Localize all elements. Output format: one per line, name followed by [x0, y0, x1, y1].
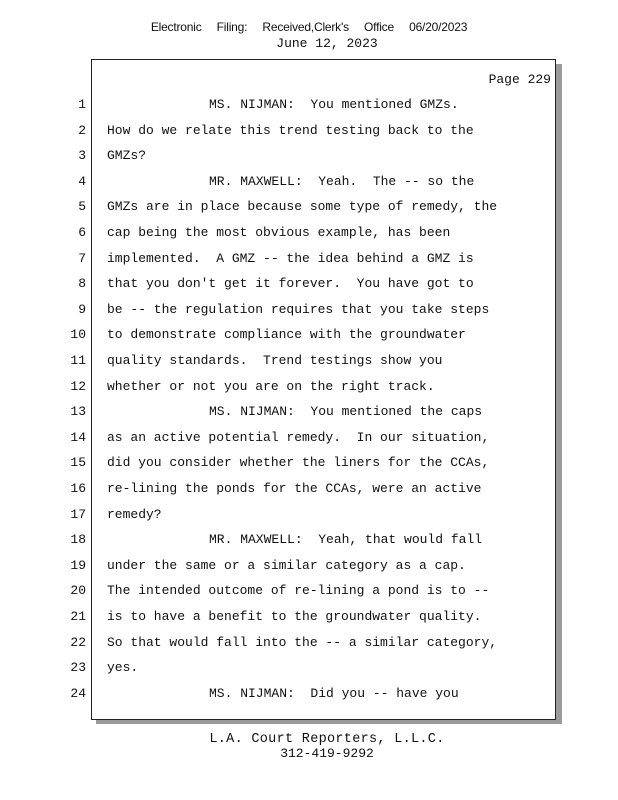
stamp-part: Office: [364, 20, 394, 34]
line-number: 14: [70, 429, 86, 445]
filing-stamp: [0, 20, 618, 34]
line-number: 24: [70, 685, 86, 701]
transcript-line: cap being the most obvious example, has been: [107, 225, 451, 240]
line-number: 7: [78, 250, 86, 266]
transcript-date: June 12, 2023: [276, 36, 378, 51]
transcript-line: The intended outcome of re-lining a pond is to --: [107, 583, 490, 599]
reporter-phone: 312-419-9292: [280, 746, 374, 761]
transcript-line: quality standards. Trend testings show you: [107, 353, 443, 368]
line-number: 3: [78, 148, 86, 164]
line-number: 20: [70, 583, 86, 599]
transcript-line: whether or not you are on the right track.: [107, 378, 435, 394]
transcript-line: to demonstrate compliance with the groundwater: [107, 327, 466, 343]
line-number: 17: [70, 506, 86, 522]
line-number: 11: [70, 353, 86, 368]
line-number: 19: [70, 557, 86, 573]
transcript-line: as an active potential remedy. In our situation,: [107, 429, 490, 445]
transcript-line: So that would fall into the -- a similar category,: [107, 634, 498, 650]
line-number: 21: [70, 609, 86, 624]
transcript-line: is to have a benefit to the groundwater quality.: [107, 609, 482, 624]
stamp-part: Electronic: [150, 20, 202, 34]
stamp-part: Received,Clerk's: [262, 20, 349, 34]
line-number: 2: [78, 122, 86, 138]
transcript-line: MR. MAXWELL: Yeah. The -- so the: [209, 173, 475, 189]
line-number: 4: [78, 173, 86, 189]
line-number: 12: [70, 378, 86, 394]
transcript-line: remedy?: [107, 506, 162, 522]
line-number: 5: [78, 199, 86, 215]
stamp-part: 06/20/2023: [409, 20, 468, 34]
line-number: 10: [70, 327, 86, 343]
line-number: 6: [78, 225, 86, 240]
transcript-line: GMZs are in place because some type of remedy, the: [107, 199, 498, 215]
transcript-page: [70, 59, 556, 720]
transcript-line: implemented. A GMZ -- the idea behind a GMZ is: [107, 250, 474, 266]
transcript-line: How do we relate this trend testing back to the: [107, 122, 474, 138]
line-number: 9: [78, 301, 86, 317]
transcript-line: yes.: [107, 660, 139, 676]
transcript-line: GMZs?: [107, 148, 147, 164]
transcript-line: did you consider whether the liners for the CCAs,: [107, 455, 490, 471]
transcript-line: be -- the regulation requires that you take steps: [107, 301, 490, 317]
line-number: 8: [78, 276, 86, 292]
page-number: Page 229: [488, 72, 551, 87]
line-number: 13: [70, 404, 86, 420]
transcript-line: re-lining the ponds for the CCAs, were an active: [107, 481, 482, 496]
transcript-line: under the same or a similar category as a cap.: [107, 557, 466, 573]
line-number: 22: [70, 634, 86, 650]
line-number: 23: [70, 660, 86, 676]
line-number: 1: [78, 97, 86, 112]
transcript-line: MS. NIJMAN: You mentioned GMZs.: [209, 97, 459, 112]
line-number: 18: [70, 532, 86, 548]
reporter-company: L.A. Court Reporters, L.L.C.: [209, 732, 445, 747]
stamp-part: Filing:: [216, 20, 248, 34]
transcript-line: MS. NIJMAN: Did you -- have you: [209, 685, 459, 701]
transcript-line: MS. NIJMAN: You mentioned the caps: [209, 404, 483, 420]
line-number: 15: [70, 455, 86, 471]
transcript-line: MR. MAXWELL: Yeah, that would fall: [209, 532, 483, 548]
transcript-line: that you don't get it forever. You have got to: [107, 276, 474, 292]
line-number: 16: [70, 481, 86, 496]
